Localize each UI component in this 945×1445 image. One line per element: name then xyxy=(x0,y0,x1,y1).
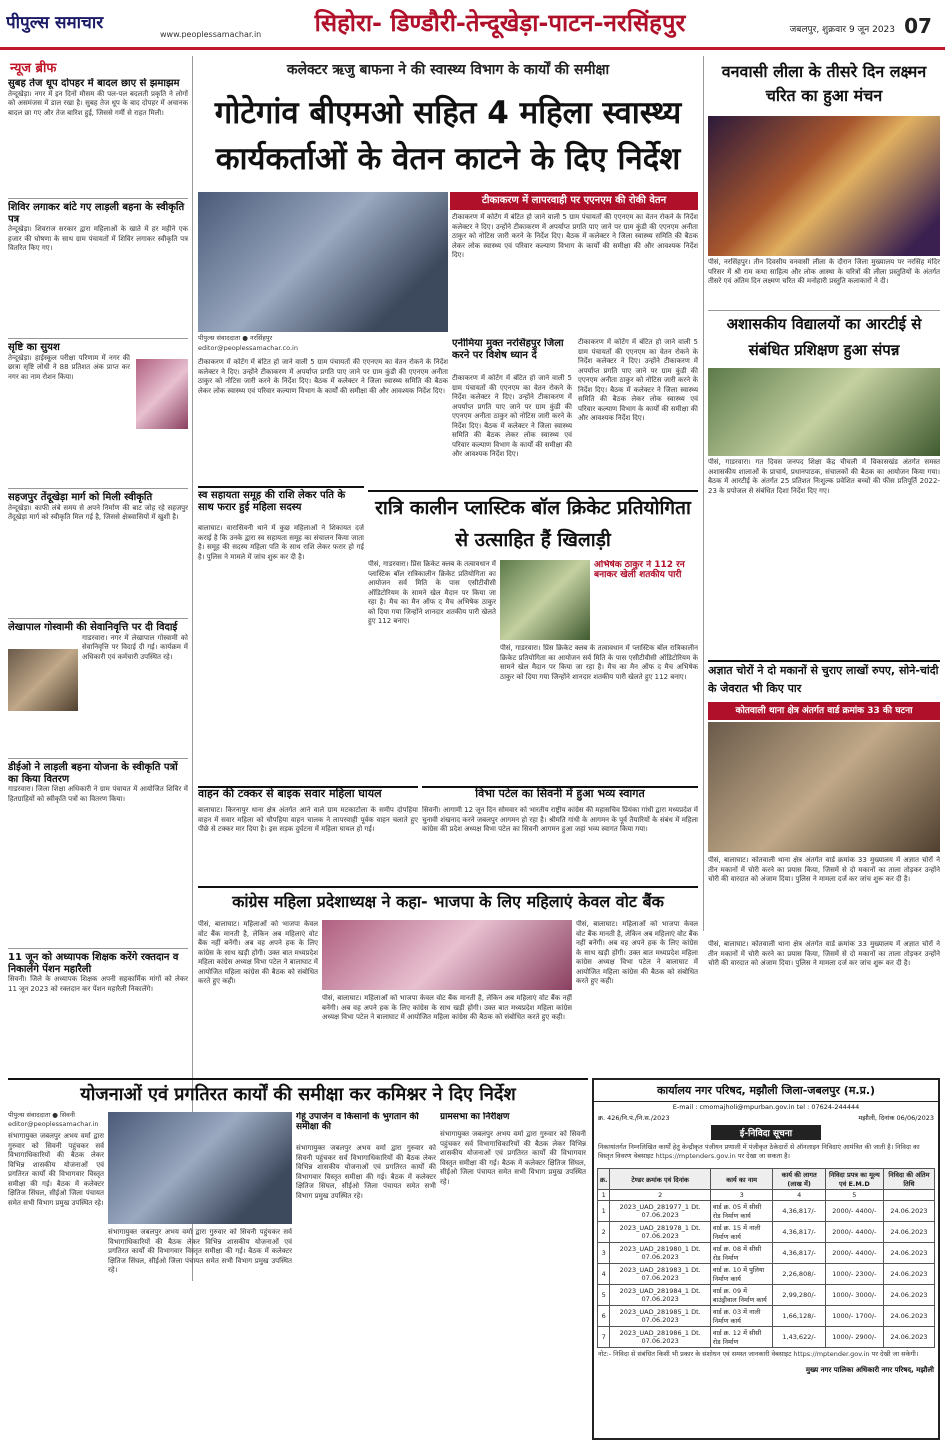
table-row xyxy=(598,1264,935,1285)
news-brief-title: न्यूज ब्रीफ xyxy=(10,61,57,76)
congress-headline: कांग्रेस महिला प्रदेशाध्यक्ष ने कहा- भाजपा के लिए महिलाएं केवल वोट बैंक xyxy=(198,886,698,916)
table-cell: 24.06.2023 xyxy=(883,1264,934,1285)
brief-item xyxy=(8,758,188,948)
theft-subhead: कोतवाली थाना क्षेत्र अंतर्गत वार्ड क्रमांक 33 की घटना xyxy=(708,702,940,720)
table-cell: 1,43,622/- xyxy=(773,1327,825,1348)
table-cell: 1000/- 1700/- xyxy=(825,1306,883,1327)
tender-note: नोट:- निविदा से संबंधित किसी भी प्रकार के संशोधन एवं समस्त जानकारी वेबसाइट https://mptender.gov.in पर देखी जा सकेगी। xyxy=(598,1350,919,1358)
review-headline: योजनाओं एवं प्रगतिरत कार्यों की समीक्षा कर कमिश्नर ने दिए निर्देश xyxy=(8,1078,588,1108)
table-cell: 4 xyxy=(598,1264,610,1285)
tender-ref: क्र. 426/नि.पं./नि.स./2023 xyxy=(598,1114,670,1122)
brief-heading: लेखापाल गोस्वामी की सेवानिवृत्ति पर दी विदाई xyxy=(8,622,178,633)
congress-photo xyxy=(322,920,572,990)
brief-item xyxy=(8,198,188,338)
table-cell: 1 xyxy=(598,1201,610,1222)
cricket-photo xyxy=(500,560,590,640)
table-cell: 3 xyxy=(710,1190,773,1201)
lead-body: टीकाकरण में कोटेंग में बंटित हो जाने वाली 5 ग्राम पंचायतों की एएनएम का वेतन रोकने के निर्देश कलेक्टर ने दिए। उन्होंने टीकाकरण में अपर्याप्त प्रगति पाए जाने पर ग्राम कुंडी की एएनएम अनीता ठाकुर को नोटिस जारी करने के निर्देश दिए। बैठक में कलेक्टर ने जिला स्वास्थ्य समिति की बैठक लेकर लोक स्वास्थ्य एवं परिवार कल्याण विभाग के कार्यों की समीक्षा की और आवश्यक निर्देश दिए। xyxy=(452,213,698,259)
table-header: टेण्डर क्रमांक एवं दिनांक xyxy=(610,1169,710,1190)
table-cell: 2023_UAD_281986_1 Dt. 07.06.2023 xyxy=(610,1327,710,1348)
rte-photo xyxy=(708,368,940,456)
table-header: निविदा की अंतिम तिथि xyxy=(883,1169,934,1190)
table-header: कार्य का नाम xyxy=(710,1169,773,1190)
table-cell: वार्ड क्र. 10 में पुलिया निर्माण कार्य xyxy=(710,1264,773,1285)
congress-body-col3: पीसं, बालाघाट। महिलाओं को भाजपा केवल वोट बैंक मानती है, लेकिन अब महिलाएं वोट बैंक नहीं बनेंगी। अब वह अपने हक के लिए कांग्रेस के साथ खड़ी होंगी। उक्त बात मध्यप्रदेश महिला कांग्रेस अध्यक्ष विभा पटेल ने बालाघाट में आयोजित महिला कांग्रेस की बैठक को संबोधित करते हुए कही। xyxy=(576,920,698,985)
lead-byline: पीपुल्स संवाददाता ● नरसिंहपुर xyxy=(198,333,448,343)
table-cell: 5 xyxy=(825,1190,883,1201)
table-row xyxy=(598,1285,935,1306)
brief-body: तेन्दूखेड़ा। काफी लंबे समय से अपने निर्माण की बाट जोह रहे सहजपुर तेंदूखेड़ा मार्ग को स्वीकृति मिल गई है, जिससे क्षेत्रवासियों में खुशी है। xyxy=(8,503,188,521)
brief-heading: 11 जून को अध्यापक शिक्षक करेंगे रक्तदान व निकालेंगे पेंशन महारैली xyxy=(8,952,179,975)
table-cell: 3 xyxy=(598,1243,610,1264)
accident-body: बालाघाट। किरनापुर थाना क्षेत्र अंतर्गत आने वाले ग्राम मटकाटोला के समीप दोपहिया वाहन में सवार महिला को चौपहिया वाहन चालक ने लापरवाही पूर्वक वाहन चलाते हुए पीछे से टक्कर मार दिया है। इस सड़क दुर्घटना में महिला घायल हो गई। xyxy=(198,806,418,833)
cricket-body-continued: पीसं, गाडरवारा। प्रिंस क्रिकेट क्लब के तत्वावधान में प्लास्टिक बॉल रात्रिकालीन क्रिकेट प्रतियोगिता का आयोजन सर्व मिति के पास एसीटीवीसी ऑडिटोरियम के सामने खेल मैदान पर किया जा रहा है। मैच का मैन ऑफ द मैच अभिषेक ठाकुर को दिया गया जिन्होंने शानदार शतकीय पारी खेलते हुए 112 बनाए। xyxy=(500,644,698,681)
shg-body: बालाघाट। वारासिवनी थाने में कुछ महिलाओं ने शिकायत दर्ज कराई है कि उनके द्वारा स्व सहायता समूह का संचालन किया जाता है। समूह की सदस्य महिला पति के साथ राशि लेकर फरार हो गई है। पुलिस ने मामले में जांच शुरू कर दी है। xyxy=(198,524,364,561)
shg-headline: स्व सहायता समूह की राशि लेकर पति के साथ फरार हुई महिला सदस्य xyxy=(198,486,364,522)
accident-headline: वाहन की टक्कर से बाइक सवार महिला घायल xyxy=(198,786,418,802)
congress-body-continued: पीसं, बालाघाट। महिलाओं को भाजपा केवल वोट बैंक मानती है, लेकिन अब महिलाएं वोट बैंक नहीं बनेंगी। अब वह अपने हक के लिए कांग्रेस के साथ खड़ी होंगी। उक्त बात मध्यप्रदेश महिला कांग्रेस अध्यक्ष विभा पटेल ने बालाघाट में आयोजित महिला कांग्रेस की बैठक को संबोधित करते हुए कही। xyxy=(322,994,572,1021)
brief-heading: सहजपुर तेंदूखेड़ा मार्ग को मिली स्वीकृति xyxy=(8,492,153,503)
table-cell: 2023_UAD_281978_1 Dt. 07.06.2023 xyxy=(610,1222,710,1243)
lead-subhead: टीकाकरण में लापरवाही पर एएनएम की रोकी वेतन xyxy=(450,192,698,210)
review-subhead-gramsabha: ग्रामसभा का निरीक्षण xyxy=(440,1112,510,1122)
table-cell: 24.06.2023 xyxy=(883,1285,934,1306)
table-cell: 2 xyxy=(610,1190,710,1201)
table-header: क्र. xyxy=(598,1169,610,1190)
brief-item xyxy=(8,618,188,758)
brief-item xyxy=(8,488,188,618)
table-cell: 5 xyxy=(598,1285,610,1306)
table-cell: 24.06.2023 xyxy=(883,1306,934,1327)
table-cell: 7 xyxy=(598,1327,610,1348)
table-cell: 1000/- 2900/- xyxy=(825,1327,883,1348)
table-row xyxy=(598,1306,935,1327)
stage-photo xyxy=(708,116,940,256)
tender-office: कार्यालय नगर परिषद, मझौली जिला-जबलपुर (म.प्र.) xyxy=(594,1080,938,1102)
review-body: संभागायुक्त जबलपुर अभय वर्मा द्वारा गुरुवार को सिवनी पहुंचकर सर्व विभागाधिकारियों की बैठक लेकर विभिन्न शासकीय योजनाओं एवं प्रगतिरत कार्यों की विभागवार विस्तृत समीक्षा की गई। बैठक में कलेक्टर क्षितिज सिंघल, सीईओ जिला पंचायत समेत सभी विभाग प्रमुख उपस्थित रहे। xyxy=(8,1132,104,1207)
brief-heading: सृष्टि का सुयश xyxy=(8,342,60,353)
review-photo xyxy=(108,1112,292,1224)
table-cell: 4,36,817/- xyxy=(773,1243,825,1264)
table-cell: 2,26,808/- xyxy=(773,1264,825,1285)
table-cell: 2023_UAD_281980_1 Dt. 07.06.2023 xyxy=(610,1243,710,1264)
brief-body: तेन्दूखेड़ा। शिवराज सरकार द्वारा महिलाओं के खाते में हर महीने एक हजार की घोषणा के साथ ग्राम पंचायतों में शिविर लगाकर स्वीकृति पत्र वितरित किए गए। xyxy=(8,225,188,252)
brief-heading: शिविर लगाकर बांटे गए लाड़ली बहना के स्वीकृति पत्र xyxy=(8,202,185,225)
theft-photo xyxy=(708,722,940,852)
lead-email: editor@peoplessamachar.co.in xyxy=(198,344,448,354)
issue-date: जबलपुर, शुक्रवार 9 जून 2023 xyxy=(789,25,895,35)
theft-body: पीसं, बालाघाट। कोतवाली थाना क्षेत्र अंतर्गत वार्ड क्रमांक 33 मुख्यालय में अज्ञात चोरों ने तीन मकानों में चोरी करने का प्रयास किया, जिसमें से दो मकानों का ताला तोड़कर उन्होंने चोरी की वारदात को अंजाम दिया। पुलिस ने मामला दर्ज कर जांच शुरू कर दी है। xyxy=(708,856,940,883)
cricket-body: पीसं, गाडरवारा। प्रिंस क्रिकेट क्लब के तत्वावधान में प्लास्टिक बॉल रात्रिकालीन क्रिकेट प्रतियोगिता का आयोजन सर्व मिति के पास एसीटीवीसी ऑडिटोरियम के सामने खेल मैदान पर किया जा रहा है। मैच का मैन ऑफ द मैच अभिषेक ठाकुर को दिया गया जिन्होंने शानदार शतकीय पारी खेलते हुए 112 बनाए। xyxy=(368,560,496,625)
table-cell: 1000/- 3000/- xyxy=(825,1285,883,1306)
website-link[interactable]: www.peoplessamachar.in xyxy=(160,30,262,39)
newspaper-logo: पीपुल्स समाचार xyxy=(6,13,104,33)
tender-intro: निकायांतर्गत निम्नलिखित कार्यों हेतु केन्द्रीकृत पंजीयन प्रणाली में पंजीकृत ठेकेदारों से ऑनलाइन निविदाएं आमंत्रित की जाती है। निविदा का विस्तृत विवरण वेबसाइट https://mptenders.gov.in पर देखा जा सकता है। xyxy=(598,1143,920,1160)
table-cell: 2023_UAD_281983_1 Dt. 07.06.2023 xyxy=(610,1264,710,1285)
tender-notice xyxy=(592,1078,940,1440)
table-cell: 2023_UAD_281984_1 Dt. 07.06.2023 xyxy=(610,1285,710,1306)
student-photo xyxy=(136,359,188,429)
brief-body: तेन्दूखेड़ा। नगर में इन दिनों मौसम की पल-पल बदलती प्रकृति ने लोगों को असमंजस में डाल रखा है। सुबह तेज धूप के बाद दोपहर में अचानक बादल छा गए और तेज बारिश हुई, जिससे गर्मी से राहत मिली। xyxy=(8,89,188,117)
table-cell: 2023_UAD_281977_1 Dt. 07.06.2023 xyxy=(610,1201,710,1222)
table-cell: 6 xyxy=(598,1306,610,1327)
table-cell: 24.06.2023 xyxy=(883,1222,934,1243)
table-cell: 2,99,280/- xyxy=(773,1285,825,1306)
tender-email[interactable]: E-mail : cmomajholi@mpurban.gov.in tel : 07624-244444 xyxy=(672,1103,860,1111)
table-cell: वार्ड क्र. 15 में नाली निर्माण कार्य xyxy=(710,1222,773,1243)
brief-item xyxy=(8,338,188,488)
table-cell: वार्ड क्र. 09 में बाउंड्रीवाल निर्माण कार्य xyxy=(710,1285,773,1306)
brief-body: गाडरवारा। नगर में लेखापाल गोस्वामी को सेवानिवृत्ति पर विदाई दी गई। कार्यक्रम में अधिकारी एवं कर्मचारी उपस्थित रहे। xyxy=(82,633,188,661)
table-cell: वार्ड क्र. 12 में सीसी रोड निर्माण xyxy=(710,1327,773,1348)
table-cell: 1000/- 2300/- xyxy=(825,1264,883,1285)
table-cell: 2000/- 4400/- xyxy=(825,1201,883,1222)
table-row xyxy=(598,1201,935,1222)
theft-headline: अज्ञात चोरों ने दो मकानों से चुराए लाखों रुपए, सोने-चांदी के जेवरात भी किए पार xyxy=(708,660,940,700)
table-row xyxy=(598,1222,935,1243)
brief-body: तेन्दूखेड़ा। हाईस्कूल परीक्षा परिणाम में नगर की छात्रा सृष्टि लोधी ने 88 प्रतिशत अंक प्राप्त कर नगर का नाम रोशन किया। xyxy=(8,353,130,381)
table-cell: वार्ड क्र. 05 में सीसी रोड निर्माण कार्य xyxy=(710,1201,773,1222)
rte-body: पीसं, गाडरवारा। गत दिवस जनपद शिक्षा केंद्र चीचली में विकासखंड अंतर्गत समस्त अशासकीय शालाओं के प्राचार्य, प्रधानपाठक, संचालकों की बैठक का आयोजन किया गया। बैठक में आरटीई के अंतर्गत 25 प्रतिशत निःशुल्क प्रवेशित बच्चों की फीस प्रतिपूर्ति 2022-23 के प्रपोजल से संबंधित दिशा निर्देश दिए गए। xyxy=(708,458,940,495)
table-cell: 1,66,128/- xyxy=(773,1306,825,1327)
table-cell: 2000/- 4400/- xyxy=(825,1222,883,1243)
table-cell: वार्ड क्र. 03 में नाली निर्माण कार्य xyxy=(710,1306,773,1327)
cricket-subhead: अभिषेक ठाकुर ने 112 रन बनाकर खेली शतकीय पारी xyxy=(594,560,685,581)
review-byline: पीपुल्स संवाददाता ● सिवनी xyxy=(8,1110,158,1120)
table-colnum-row xyxy=(598,1190,935,1201)
tender-table xyxy=(597,1168,935,1348)
lead-headline: गोटेगांव बीएमओ सहित 4 महिला स्वास्थ्य कार्यकर्ताओं के वेतन काटने के दिए निर्देश xyxy=(214,95,682,177)
table-cell: 2023_UAD_281985_1 Dt. 07.06.2023 xyxy=(610,1306,710,1327)
theft-body-continued: पीसं, बालाघाट। कोतवाली थाना क्षेत्र अंतर्गत वार्ड क्रमांक 33 मुख्यालय में अज्ञात चोरों ने तीन मकानों में चोरी करने का प्रयास किया, जिसमें से दो मकानों का ताला तोड़कर उन्होंने चोरी की वारदात को अंजाम दिया। पुलिस ने मामला दर्ज कर जांच शुरू कर दी है। xyxy=(708,940,940,967)
table-cell xyxy=(883,1190,934,1201)
page-number: 07 xyxy=(896,14,940,44)
review-body-col4: संभागायुक्त जबलपुर अभय वर्मा द्वारा गुरुवार को सिवनी पहुंचकर सर्व विभागाधिकारियों की बैठक लेकर विभिन्न शासकीय योजनाओं एवं प्रगतिरत कार्यों की विभागवार विस्तृत समीक्षा की गई। बैठक में कलेक्टर क्षितिज सिंघल, सीईओ जिला पंचायत समेत सभी विभाग प्रमुख उपस्थित रहे। xyxy=(440,1130,586,1186)
lead-body-col4: टीकाकरण में कोटेंग में बंटित हो जाने वाली 5 ग्राम पंचायतों की एएनएम का वेतन रोकने के निर्देश कलेक्टर ने दिए। उन्होंने टीकाकरण में अपर्याप्त प्रगति पाए जाने पर ग्राम कुंडी की एएनएम अनीता ठाकुर को नोटिस जारी करने के निर्देश दिए। बैठक में कलेक्टर ने जिला स्वास्थ्य समिति की बैठक लेकर लोक स्वास्थ्य एवं परिवार कल्याण विभाग के कार्यों की समीक्षा की और आवश्यक निर्देश दिए। xyxy=(578,338,698,422)
stage-headline: वनवासी लीला के तीसरे दिन लक्ष्मन चरित का हुआ मंचन xyxy=(721,62,927,105)
review-body-col2: संभागायुक्त जबलपुर अभय वर्मा द्वारा गुरुवार को सिवनी पहुंचकर सर्व विभागाधिकारियों की बैठक लेकर विभिन्न शासकीय योजनाओं एवं प्रगतिरत कार्यों की विभागवार विस्तृत समीक्षा की गई। बैठक में कलेक्टर क्षितिज सिंघल, सीईओ जिला पंचायत समेत सभी विभाग प्रमुख उपस्थित रहे। xyxy=(108,1228,292,1274)
brief-body: गाडरवारा। जिला शिक्षा अधिकारी ने ग्राम पंचायत में आयोजित शिविर में हितग्राहियों को स्वीकृति पत्रों का वितरण किया। xyxy=(8,785,188,803)
congress-body: पीसं, बालाघाट। महिलाओं को भाजपा केवल वोट बैंक मानती है, लेकिन अब महिलाएं वोट बैंक नहीं बनेंगी। अब वह अपने हक के लिए कांग्रेस के साथ खड़ी होंगी। उक्त बात मध्यप्रदेश महिला कांग्रेस अध्यक्ष विभा पटेल ने बालाघाट में आयोजित महिला कांग्रेस की बैठक को संबोधित करते हुए कही। xyxy=(198,920,318,985)
table-cell: वार्ड क्र. 08 में सीसी रोड निर्माण xyxy=(710,1243,773,1264)
table-cell: 2 xyxy=(598,1222,610,1243)
welcome-body: सिवनी। आगामी 12 जून दिन सोमवार को भारतीय राष्ट्रीय कांग्रेस की महासचिव प्रियंका गांधी द्वारा मध्यप्रदेश में चुनावी शंखनाद करने जबलपुर आगमन हो रहा है। श्रीमति गांधी के आगमन के पूर्व तैयारियों के संबंध में महिला कांग्रेस की प्रदेश अध्यक्ष विभा पटेल का सिवनी आगमन हुआ जहां भव्य स्वागत किया गया। xyxy=(422,806,698,833)
brief-heading: सुबह तेज धूप दोपहर में बादल छाए से झमाझम xyxy=(8,78,180,89)
meeting-photo xyxy=(198,192,448,332)
table-cell: 4,36,817/- xyxy=(773,1222,825,1243)
tender-date: मझौली, दिनांक 06/06/2023 xyxy=(858,1114,934,1122)
welcome-headline: विभा पटेल का सिवनी में हुआ भव्य स्वागत xyxy=(422,786,698,802)
tender-signature: मुख्य नगर पालिका अधिकारी नगर परिषद, मझौली xyxy=(805,1366,934,1374)
review-body-col3: संभागायुक्त जबलपुर अभय वर्मा द्वारा गुरुवार को सिवनी पहुंचकर सर्व विभागाधिकारियों की बैठक लेकर विभिन्न शासकीय योजनाओं एवं प्रगतिरत कार्यों की विभागवार विस्तृत समीक्षा की गई। बैठक में कलेक्टर क्षितिज सिंघल, सीईओ जिला पंचायत समेत सभी विभाग प्रमुख उपस्थित रहे। xyxy=(296,1144,436,1200)
table-header-row xyxy=(598,1169,935,1190)
brief-body: सिवनी। जिले के अध्यापक शिक्षक अपनी सहकार्मिक मांगों को लेकर 11 जून 2023 को रक्तदान कर पेंशन महारैली निकालेंगे। xyxy=(8,975,188,993)
lead-body-col3: टीकाकरण में कोटेंग में बंटित हो जाने वाली 5 ग्राम पंचायतों की एएनएम का वेतन रोकने के निर्देश कलेक्टर ने दिए। उन्होंने टीकाकरण में अपर्याप्त प्रगति पाए जाने पर ग्राम कुंडी की एएनएम अनीता ठाकुर को नोटिस जारी करने के निर्देश दिए। बैठक में कलेक्टर ने जिला स्वास्थ्य समिति की बैठक लेकर लोक स्वास्थ्य एवं परिवार कल्याण विभाग के कार्यों की समीक्षा की और आवश्यक निर्देश दिए। xyxy=(452,374,572,458)
cricket-headline: रात्रि कालीन प्लास्टिक बॉल क्रिकेट प्रतियोगिता से उत्साहित हैं खिलाड़ी xyxy=(368,490,698,556)
brief-item xyxy=(8,78,188,198)
table-cell: 1 xyxy=(598,1190,610,1201)
table-row xyxy=(598,1327,935,1348)
table-header: कार्य की लागत (लाख में) xyxy=(773,1169,825,1190)
table-cell: 4 xyxy=(773,1190,825,1201)
table-cell: 4,36,817/- xyxy=(773,1201,825,1222)
table-cell: 24.06.2023 xyxy=(883,1201,934,1222)
review-subhead-wheat: गेहूं उपार्जन व किसानों के भुगतान की समीक्षा की xyxy=(296,1112,419,1133)
tender-title: ई-निविदा सूचना xyxy=(711,1125,821,1140)
table-header: निविदा प्रपत्र का मूल्य एवं E.M.D xyxy=(825,1169,883,1190)
column-rule xyxy=(703,56,704,931)
review-email: editor@peoplessamachar.in xyxy=(8,1120,158,1130)
lead-body-continued: टीकाकरण में कोटेंग में बंटित हो जाने वाली 5 ग्राम पंचायतों की एएनएम का वेतन रोकने के निर्देश कलेक्टर ने दिए। उन्होंने टीकाकरण में अपर्याप्त प्रगति पाए जाने पर ग्राम कुंडी की एएनएम अनीता ठाकुर को नोटिस जारी करने के निर्देश दिए। बैठक में कलेक्टर ने जिला स्वास्थ्य समिति की बैठक लेकर लोक स्वास्थ्य एवं परिवार कल्याण विभाग के कार्यों की समीक्षा की और आवश्यक निर्देश दिए। xyxy=(198,358,448,395)
brief-heading: डीईओ ने लाड़ली बहना योजना के स्वीकृति पत्रों का किया वितरण xyxy=(8,762,178,785)
farewell-photo xyxy=(8,649,78,711)
table-cell: 24.06.2023 xyxy=(883,1327,934,1348)
rte-headline: अशासकीय विद्यालयों का आरटीई से संबंधित प्रशिक्षण हुआ संपन्न xyxy=(708,310,940,366)
lead-subhead-anemia: एनीमिया मुक्त नरसिंहपुर जिला करने पर विशेष ध्यान दें xyxy=(452,338,564,361)
stage-body: पीसं, नरसिंहपुर। तीन दिवसीय वनवासी लीला के दौरान जिला मुख्यालय पर नरसिंह मंदिर परिसर में श्री राम कथा साहित्य और लोक आस्था के चरित्रों की लीला प्रस्तुतियों के अंतर्गत तीसरे एवं अंतिम दिन लक्ष्मण चरित की मनोहारी प्रस्तुति कलाकारों ने दी। xyxy=(708,258,940,285)
table-cell: 24.06.2023 xyxy=(883,1243,934,1264)
table-cell: 2000/- 4400/- xyxy=(825,1243,883,1264)
lead-kicker: कलेक्टर ऋजु बाफना ने की स्वास्थ्य विभाग के कार्यों की समीक्षा xyxy=(286,62,610,78)
section-title: सिहोरा- डिण्डौरी-तेन्दूखेड़ा-पाटन-नरसिंहपुर xyxy=(314,9,686,37)
table-row xyxy=(598,1243,935,1264)
